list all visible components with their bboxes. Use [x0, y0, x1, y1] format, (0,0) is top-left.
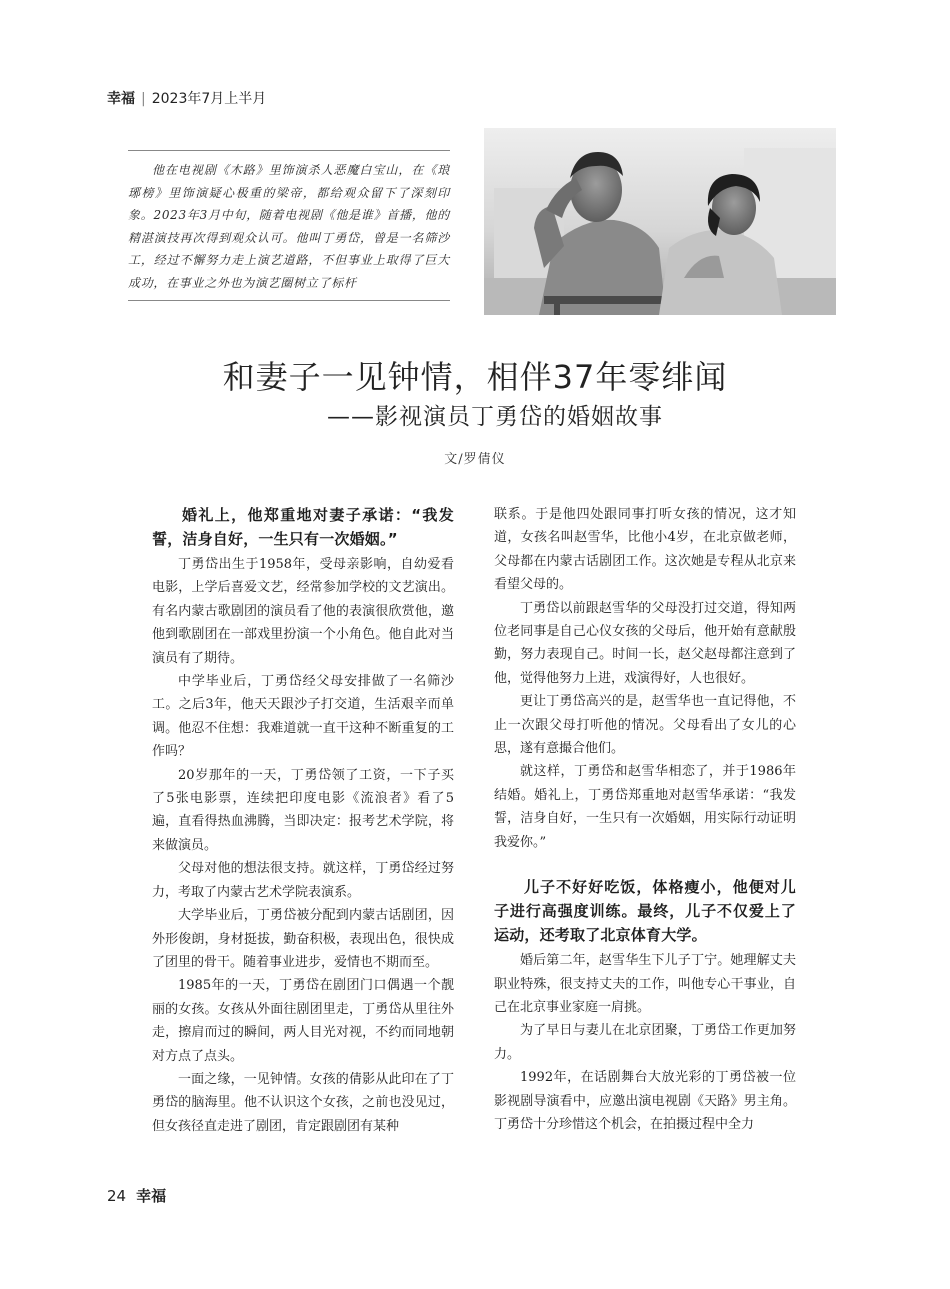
couple-photo: [484, 128, 836, 315]
paragraph: 就这样，丁勇岱和赵雪华相恋了，并于1986年结婚。婚礼上，丁勇岱郑重地对赵雪华承诺：“我发誓，洁身自好，一生只有一次婚姻，用实际行动证明我爱你。”: [494, 764, 796, 850]
paragraph: 一面之缘，一见钟情。女孩的倩影从此印在了丁勇岱的脑海里。他不认识这个女孩，之前也没见过，但女孩径直走进了剧团，肯定跟剧团有某种: [152, 1071, 454, 1134]
header-issue: 2023年7月上半月: [151, 91, 267, 107]
paragraph: 中学毕业后，丁勇岱经父母安排做了一名筛沙工。之后3年，他天天跟沙子打交道，生活艰辛而单调。他忍不住想：我难道就一直干这种不断重复的工作吗？: [152, 674, 454, 760]
paragraph: 婚后第二年，赵雪华生下儿子丁宁。她理解丈夫职业特殊，很支持丈夫的工作，叫他专心干事业，自己在北京事业家庭一肩挑。: [494, 953, 796, 1015]
paragraph: 1985年的一天，丁勇岱在剧团门口偶遇一个靓丽的女孩。女孩从外面往剧团里走，丁勇岱从里往外走，擦肩而过的瞬间，两人目光对视，不约而同地朝对方点了点头。: [152, 978, 454, 1064]
paragraph: 父母对他的想法很支持。就这样，丁勇岱经过努力，考取了内蒙古艺术学院表演系。: [152, 861, 454, 900]
intro-box: [128, 150, 450, 301]
right-column: [494, 503, 796, 1136]
left-column: [152, 503, 454, 1138]
page-number: 24: [107, 1187, 127, 1205]
paragraph-continuation: 联系。于是他四处跟同事打听女孩的情况，这才知道，女孩名叫赵雪华，比他小4岁，在北京做老师，父母都在内蒙古话剧团工作。这次她是专程从北京来看望父母的。: [494, 507, 796, 593]
article-subtitle: ——影视演员丁勇岱的婚姻故事: [327, 404, 663, 430]
article-title: 和妻子一见钟情，相伴37年零绯闻: [222, 358, 728, 396]
paragraph: 丁勇岱出生于1958年，受母亲影响，自幼爱看电影，上学后喜爱文艺，经常参加学校的文艺演出。有名内蒙古歌剧团的演员看了他的表演很欣赏他，邀他到歌剧团在一部戏里扮演一个小角色。他自此对当演员有了期待。: [152, 557, 454, 666]
page-footer: [107, 1185, 166, 1206]
header-magazine-name: 幸福: [107, 91, 135, 107]
section-heading-1: 婚礼上，他郑重地对妻子承诺：“我发誓，洁身自好，一生只有一次婚姻。”: [152, 506, 454, 548]
section-heading-2: 儿子不好好吃饭，体格瘦小，他便对儿子进行高强度训练。最终，儿子不仅爱上了运动，还考取了北京体育大学。: [494, 878, 796, 945]
paragraph: 1992年，在话剧舞台大放光彩的丁勇岱被一位影视剧导演看中，应邀出演电视剧《天路》男主角。丁勇岱十分珍惜这个机会，在拍摄过程中全力: [494, 1070, 796, 1132]
couple-photo-image: [484, 128, 836, 315]
byline: 文/罗倩仪: [444, 452, 506, 467]
paragraph: 大学毕业后，丁勇岱被分配到内蒙古话剧团，因外形俊朗，身材挺拔，勤奋积极，表现出色，很快成了团里的骨干。随着事业进步，爱情也不期而至。: [152, 908, 454, 970]
header-separator: |: [141, 91, 146, 107]
intro-text: 他在电视剧《木路》里饰演杀人恶魔白宝山，在《琅琊榜》里饰演疑心极重的梁帝，都给观众留下了深刻印象。2023年3月中旬，随着电视剧《他是谁》首播，他的精湛演技再次得到观众认可。他叫丁勇岱，曾是一名筛沙工，经过不懈努力走上演艺道路，不但事业上取得了巨大成功，在事业之外也为演艺圈树立了标杆: [128, 163, 450, 290]
paragraph: 丁勇岱以前跟赵雪华的父母没打过交道，得知两位老同事是自己心仪女孩的父母后，他开始有意献殷勤，努力表现自己。时间一长，赵父赵母都注意到了他，觉得他努力上进，戏演得好，人也很好。: [494, 600, 796, 686]
paragraph: 更让丁勇岱高兴的是，赵雪华也一直记得他，不止一次跟父母打听他的情况。父母看出了女儿的心思，遂有意撮合他们。: [494, 694, 796, 757]
running-header: [107, 88, 266, 108]
paragraph: 为了早日与妻儿在北京团聚，丁勇岱工作更加努力。: [494, 1023, 796, 1062]
footer-magazine-name: 幸福: [136, 1187, 167, 1205]
paragraph: 20岁那年的一天，丁勇岱领了工资，一下子买了5张电影票，连续把印度电影《流浪者》看了5遍，直看得热血沸腾，当即决定：报考艺术学院，将来做演员。: [152, 767, 454, 853]
